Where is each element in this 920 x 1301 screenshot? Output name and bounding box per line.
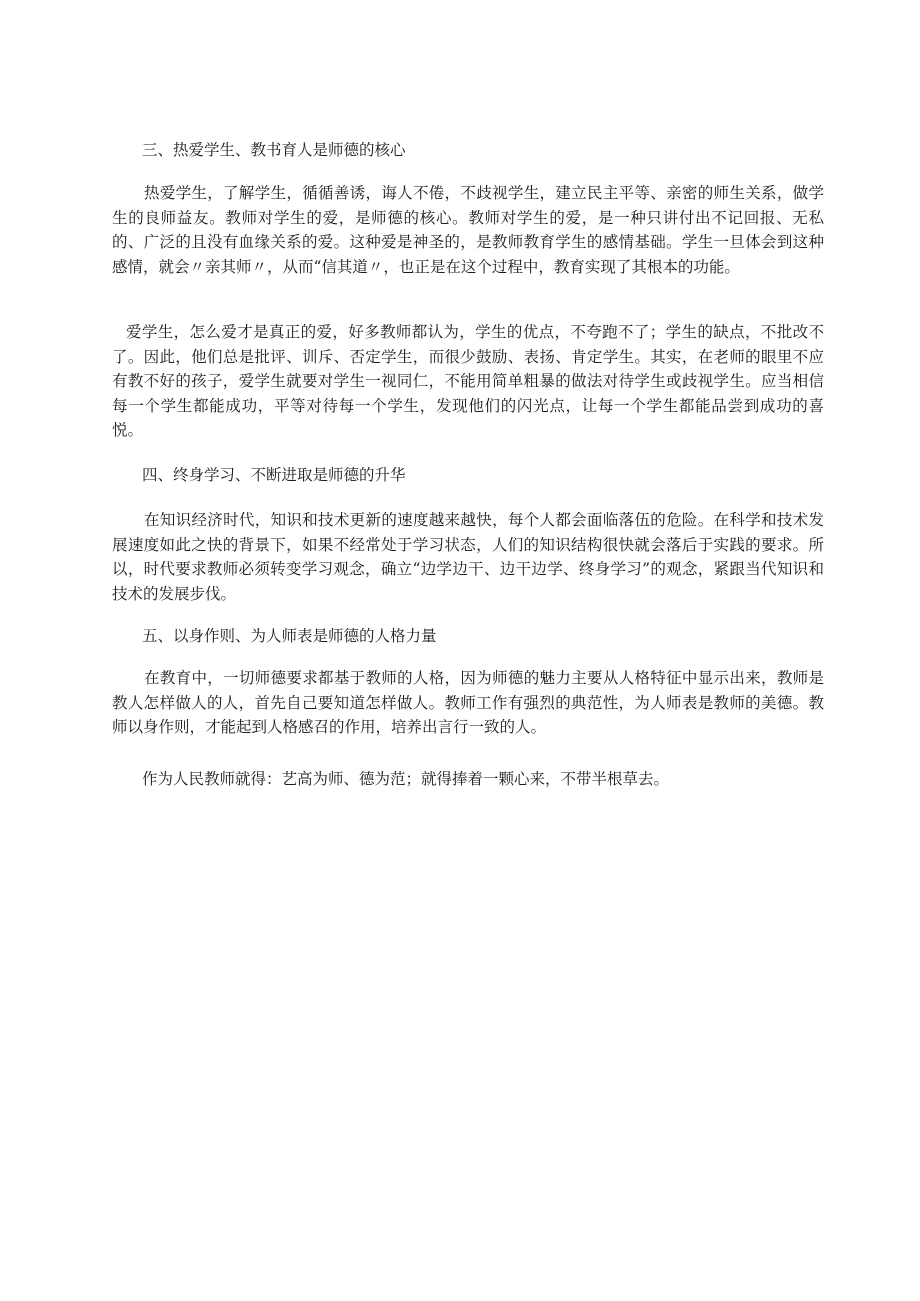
section-heading-3: 三、热爱学生、教书育人是师德的核心 [142, 141, 406, 159]
section-3-paragraph-2: 爱学生，怎么爱才是真正的爱，好多教师都认为，学生的优点，不夸跑不了；学生的缺点，不批改不了。因此，他们总是批评、训斥、否定学生，而很少鼓励、表扬、肯定学生。其实，在老师的眼里不应有教不好的孩子，爱学生就要对学生一视同仁，不能用简单粗暴的做法对待学生或歧视学生。应当相信每一个学生都能成功，平等对待每一个学生，发现他们的闪光点，让每一个学生都能品尝到成功的喜悦。 [112, 323, 824, 439]
closing-statement: 作为人民教师就得：艺高为师、德为范；就得捧着一颗心来，不带半根草去。 [142, 770, 670, 788]
section-4-paragraph-1: 在知识经济时代，知识和技术更新的速度越来越快，每个人都会面临落伍的危险。在科学和技术发展速度如此之快的背景下，如果不经常处于学习状态，人们的知识结构很快就会落后于实践的要求。所以，时代要求教师必须转变学习观念，确立“边学边干、边干边学、终身学习”的观念，紧跟当代知识和技术的发展步伐。 [112, 511, 824, 603]
section-heading-4: 四、终身学习、不断进取是师德的升华 [142, 466, 406, 484]
section-heading-5: 五、以身作则、为人师表是师德的人格力量 [142, 627, 437, 645]
section-3-paragraph-1: 热爱学生，了解学生，循循善诱，诲人不倦，不歧视学生，建立民主平等、亲密的师生关系，做学生的良师益友。教师对学生的爱，是师德的核心。教师对学生的爱，是一种只讲付出不记回报、无私的、广泛的且没有血缘关系的爱。这种爱是神圣的，是教师教育学生的感情基础。学生一旦体会到这种感情，就会〃亲其师〃，从而“信其道〃，也正是在这个过程中，教育实现了其根本的功能。 [112, 184, 824, 276]
section-5-paragraph-1: 在教育中，一切师德要求都基于教师的人格，因为师德的魅力主要从人格特征中显示出来，教师是教人怎样做人的人，首先自己要知道怎样做人。教师工作有强烈的典范性，为人师表是教师的美德。教师以身作则，才能起到人格感召的作用，培养出言行一致的人。 [112, 669, 824, 736]
